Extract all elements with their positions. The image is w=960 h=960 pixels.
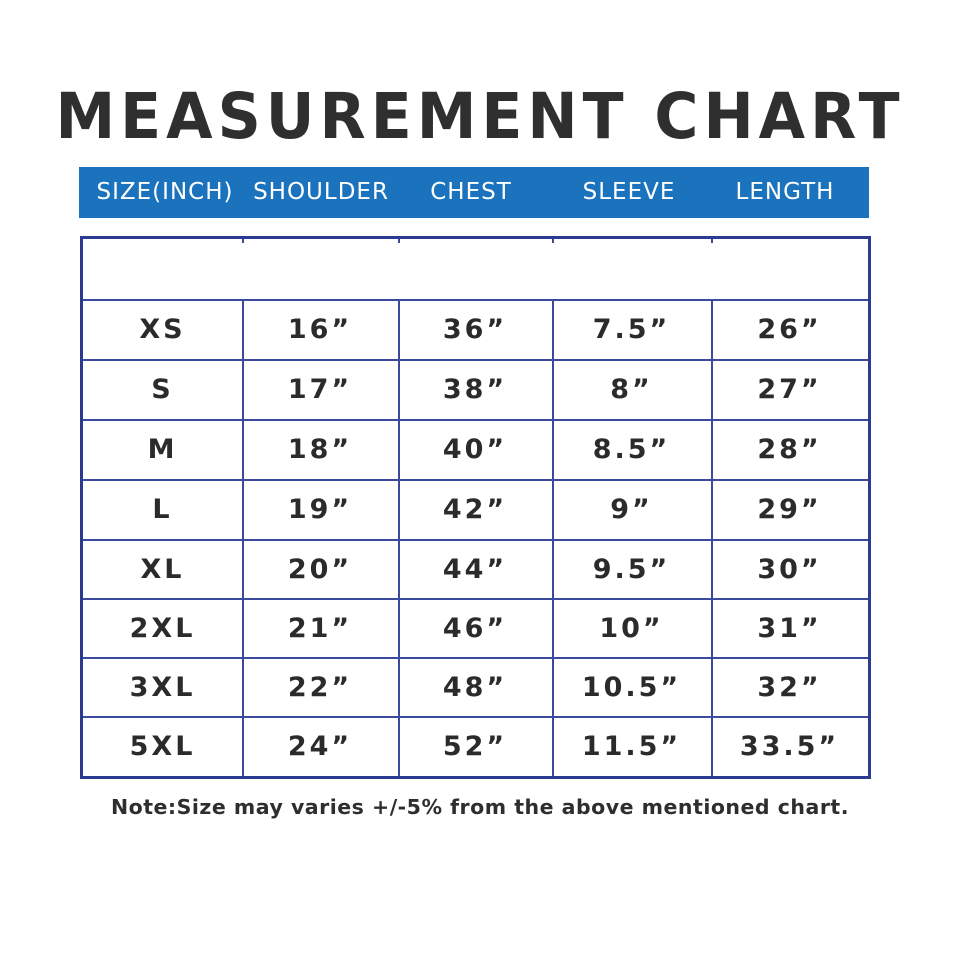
table-row — [83, 301, 868, 358]
cell-length: 31” — [757, 613, 822, 644]
cell-sleeve: 11.5” — [581, 731, 682, 762]
table-row — [83, 481, 868, 538]
cell-shoulder: 22” — [287, 672, 353, 703]
table-row — [83, 718, 868, 775]
table-row — [83, 659, 868, 716]
cell-chest: 38” — [442, 374, 508, 405]
cell-shoulder: 20” — [287, 554, 353, 585]
cell-size: 2XL — [129, 613, 196, 644]
cell-chest: 42” — [442, 494, 508, 525]
cell-length: 33.5” — [739, 731, 840, 762]
cell-size: 5XL — [129, 731, 196, 762]
cell-sleeve: 8” — [610, 374, 653, 405]
column-divider-stub — [552, 239, 554, 243]
cell-size: XS — [139, 314, 186, 345]
column-divider-stub — [711, 239, 713, 243]
cell-chest: 48” — [442, 672, 508, 703]
cell-shoulder: 18” — [287, 434, 353, 465]
header-shoulder: SHOULDER — [253, 179, 389, 205]
cell-length: 29” — [757, 494, 822, 525]
column-divider-stub — [242, 239, 244, 243]
table-row — [83, 600, 868, 657]
cell-size: L — [152, 494, 173, 525]
cell-length: 27” — [757, 374, 822, 405]
cell-size: XL — [140, 554, 185, 585]
cell-shoulder: 17” — [287, 374, 353, 405]
cell-length: 30” — [757, 554, 822, 585]
table-row — [83, 421, 868, 478]
cell-chest: 40” — [442, 434, 508, 465]
cell-size: S — [151, 374, 174, 405]
cell-sleeve: 8.5” — [592, 434, 671, 465]
cell-sleeve: 10” — [599, 613, 664, 644]
header-sleeve: SLEEVE — [582, 179, 676, 205]
cell-size: M — [147, 434, 178, 465]
header-length: LENGTH — [735, 179, 835, 205]
header-chest: CHEST — [430, 179, 512, 205]
cell-shoulder: 21” — [287, 613, 353, 644]
cell-length: 26” — [757, 314, 822, 345]
table-header-bar — [79, 167, 869, 218]
cell-chest: 36” — [442, 314, 508, 345]
table-row — [83, 361, 868, 418]
footnote: Note:Size may varies +/-5% from the above mentioned chart. — [110, 795, 850, 819]
table-row — [83, 541, 868, 598]
header-size: SIZE(INCH) — [96, 179, 234, 205]
cell-chest: 44” — [442, 554, 508, 585]
cell-chest: 52” — [442, 731, 508, 762]
column-divider-stub — [398, 239, 400, 243]
cell-chest: 46” — [442, 613, 508, 644]
size-table — [80, 236, 871, 779]
cell-length: 28” — [757, 434, 822, 465]
cell-sleeve: 7.5” — [592, 314, 671, 345]
cell-shoulder: 16” — [287, 314, 353, 345]
cell-sleeve: 10.5” — [581, 672, 682, 703]
cell-size: 3XL — [129, 672, 196, 703]
cell-shoulder: 24” — [287, 731, 353, 762]
cell-shoulder: 19” — [287, 494, 353, 525]
cell-sleeve: 9” — [610, 494, 653, 525]
page-title: MEASUREMENT CHART — [55, 80, 905, 154]
cell-length: 32” — [757, 672, 822, 703]
cell-sleeve: 9.5” — [592, 554, 671, 585]
